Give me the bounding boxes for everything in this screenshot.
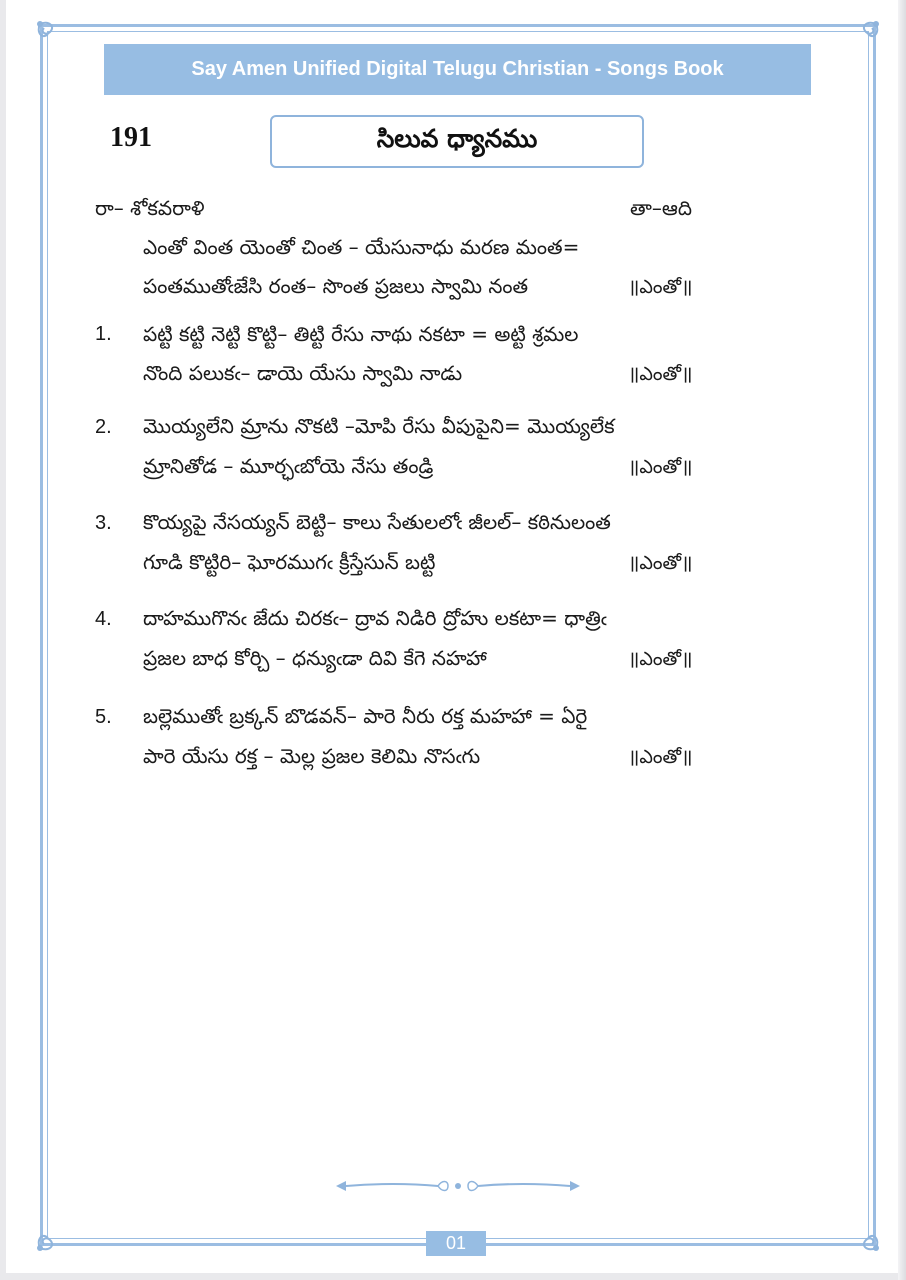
refrain-mark: ॥ఎంతో॥ <box>628 648 693 670</box>
verse-line: గూడి కొట్టిరి– ఘోరముగఁ క్రీస్తేసున్ బట్టి <box>143 550 436 574</box>
refrain-mark: ॥ఎంతో॥ <box>628 276 693 298</box>
song-number: 191 <box>110 122 152 153</box>
verse-line: కొయ్యపై నేసయ్యన్ బెట్టి– కాలు సేతులలోఁ జీలల్– కఠినులంత <box>143 510 611 534</box>
corner-flourish-icon <box>842 18 882 58</box>
refrain-mark: ॥ఎంతో॥ <box>628 363 693 385</box>
verse-number: 1. <box>95 323 112 345</box>
book-title-banner: Say Amen Unified Digital Telugu Christian - Songs Book <box>104 44 811 95</box>
tala-label: తా–ఆది <box>630 196 692 220</box>
verse-line: పారె యేసు రక్త – మెల్ల ప్రజల కెలిమి నొసఁగు <box>143 744 481 768</box>
song-title: సిలువ ధ్యానము <box>270 115 644 168</box>
verse-number: 3. <box>95 512 112 534</box>
verse-line: బల్లెముతోఁ బ్రక్కన్ బొడవన్– పారె నీరు రక్త మహహా = ఏరై <box>143 704 588 728</box>
verse-line: మ్రానితోడ – మూర్ఛఁబోయె నేసు తండ్రి <box>143 454 434 478</box>
refrain-mark: ॥ఎంతో॥ <box>628 746 693 768</box>
corner-flourish-icon <box>34 1214 74 1254</box>
verse-number: 4. <box>95 608 112 630</box>
verse-line: నొంది పలుకఁ– డాయె యేసు స్వామి నాడు <box>143 361 463 385</box>
divider-ornament-icon <box>334 1176 582 1196</box>
verse-line: మొయ్యలేని మ్రాను నొకటి –మోపి రేసు వీపుపైని= మొయ్యలేక <box>143 414 615 438</box>
corner-flourish-icon <box>842 1214 882 1254</box>
refrain-mark: ॥ఎంతో॥ <box>628 456 693 478</box>
refrain-mark: ॥ఎంతో॥ <box>628 552 693 574</box>
corner-flourish-icon <box>34 18 74 58</box>
pallavi-line: ఎంతో వింత యెంతో చింత – యేసునాధు మరణ మంత= <box>143 235 580 259</box>
verse-line: ప్రజల బాధ కోర్చి – ధన్యుఁడా దివి కేగె నహహా <box>143 646 487 670</box>
verse-line: పట్టి కట్టి నెట్టి కొట్టి– తిట్టి రేసు నాథు నకటా = అట్టి శ్రమల <box>143 322 579 346</box>
page-edge-shadow <box>898 0 906 1280</box>
pallavi-line: పంతముతోఁజేసి రంత– సొంత ప్రజలు స్వామి నంత <box>143 274 529 298</box>
raga-label: రా– శోకవరాళి <box>95 196 205 220</box>
verse-number: 5. <box>95 706 112 728</box>
page-number: 01 <box>426 1231 486 1256</box>
verse-number: 2. <box>95 416 112 438</box>
verse-line: దాహముగొనఁ జేదు చిరకఁ– ద్రావ నిడిరి ద్రోహు లకటా= ధాత్రిఁ <box>143 606 607 630</box>
